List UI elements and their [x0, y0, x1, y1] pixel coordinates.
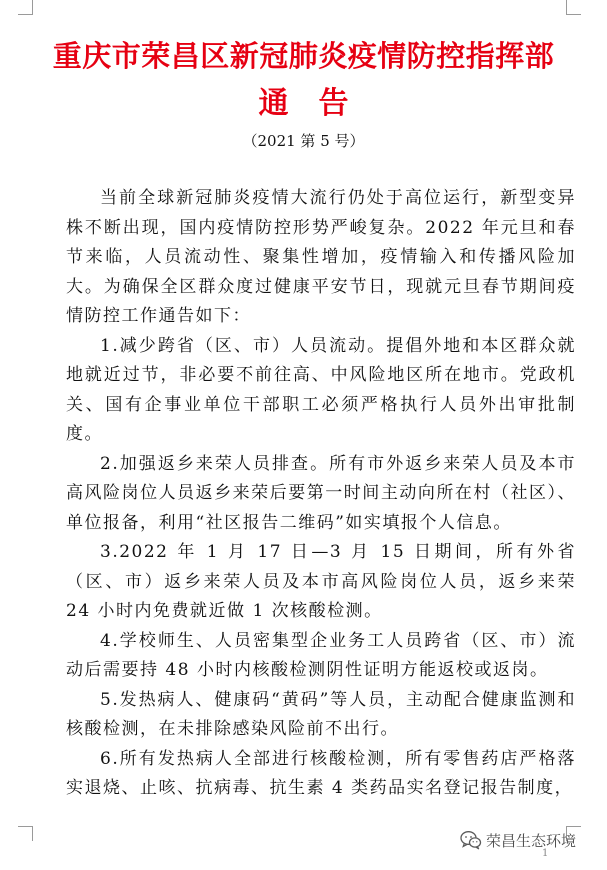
item-paragraph-2: 2.加强返乡来荣人员排查。所有市外返乡来荣人员及本市高风险岗位人员返乡来荣后要第一时间主动向所在村（社区）、单位报备，利用“社区报告二维码”如实填报个人信息。 [66, 453, 576, 533]
document-number: （2021 第 5 号） [242, 132, 365, 150]
page-number: 1 [542, 848, 549, 859]
item-paragraph-1: 1.减少跨省（区、市）人员流动。提倡外地和本区群众就地就近过节，非必要不前往高、中风险地区所在地市。党政机关、国有企事业单位干部职工必须严格执行人员外出审批制度。 [66, 335, 576, 444]
page-corner-mark [18, 0, 33, 15]
item-paragraph-4: 4.学校师生、人员密集型企业务工人员跨省（区、市）流动后需要持 48 小时内核酸检测阴性证明方能返校或返岗。 [66, 630, 576, 680]
wechat-icon [460, 830, 482, 850]
page-corner-mark [566, 0, 581, 15]
wechat-watermark [460, 828, 576, 852]
item-paragraph-6: 6.所有发热病人全部进行核酸检测，所有零售药店严格落实退烧、止咳、抗病毒、抗生素 4 类药品实名登记报告制度， [66, 748, 576, 798]
item-paragraph-3: 3.2022 年 1 月 17 日—3 月 15 日期间，所有外省（区、市）返乡来荣人员及本市高风险岗位人员，返乡来荣 24 小时内免费就近做 1 次核酸检测。 [66, 542, 576, 621]
watermark-text: 荣昌生态环境 [486, 831, 577, 850]
notice-subtitle: 通告 [258, 86, 379, 121]
item-paragraph-5: 5.发热病人、健康码“黄码”等人员，主动配合健康监测和核酸检测，在未排除感染风险前不出行。 [66, 689, 576, 739]
intro-paragraph: 当前全球新冠肺炎疫情大流行仍处于高位运行，新型变异株不断出现，国内疫情防控形势严峻复杂。2022 年元旦和春节来临，人员流动性、聚集性增加，疫情输入和传播风险加大。为确保全区群众度过健康平安节日，现就元旦春节期间疫情防控工作通告如下： [66, 188, 576, 326]
notice-title: 重庆市荣昌区新冠肺炎疫情防控指挥部 [52, 39, 555, 73]
page-corner-mark [18, 826, 33, 841]
notice-body [66, 184, 576, 804]
